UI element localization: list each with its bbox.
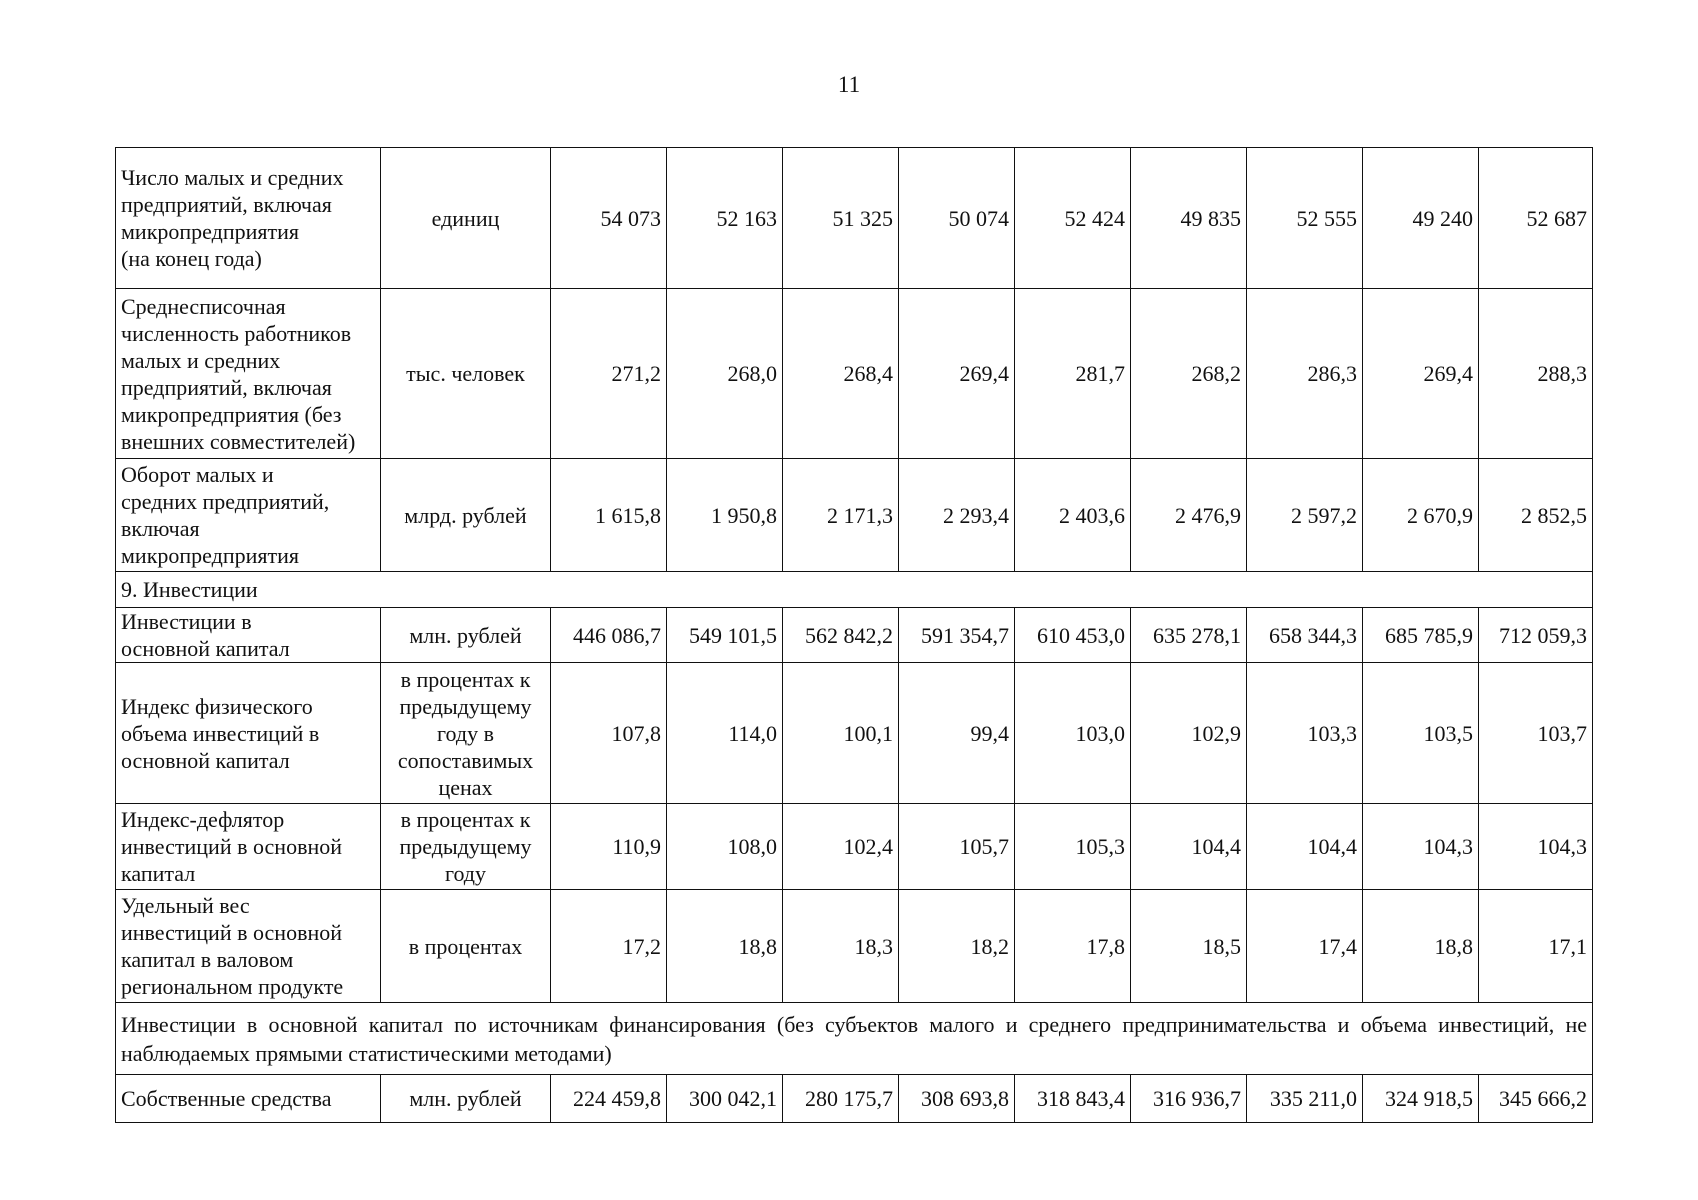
value-cell: 2 403,6 xyxy=(1015,459,1131,572)
value-cell: 268,2 xyxy=(1131,289,1247,459)
unit-cell xyxy=(381,608,551,663)
row-label-line: малых и средних xyxy=(121,347,281,373)
row-label-line: инвестиций в основной xyxy=(121,834,342,859)
value-cell: 562 842,2 xyxy=(783,608,899,663)
value-cell: 102,4 xyxy=(783,804,899,890)
table-row xyxy=(116,608,1593,663)
value-cell: 18,2 xyxy=(899,890,1015,1003)
section-title: 9. Инвестиции xyxy=(116,572,1593,608)
unit-cell xyxy=(381,804,551,890)
value-cell: 105,7 xyxy=(899,804,1015,890)
unit-line: предыдущему xyxy=(399,834,532,859)
value-cell: 17,1 xyxy=(1479,890,1593,1003)
row-label-line: Собственные средства xyxy=(121,1086,332,1111)
value-cell: 280 175,7 xyxy=(783,1075,899,1123)
unit-cell xyxy=(381,1075,551,1123)
unit-line: ценах xyxy=(438,774,493,800)
row-label-line: Оборот малых и xyxy=(121,462,274,487)
value-cell: 18,8 xyxy=(667,890,783,1003)
value-cell: 591 354,7 xyxy=(899,608,1015,663)
value-cell: 50 074 xyxy=(899,148,1015,289)
value-cell: 49 835 xyxy=(1131,148,1247,289)
row-label-line: объема инвестиций в xyxy=(121,720,320,746)
value-cell: 685 785,9 xyxy=(1363,608,1479,663)
value-cell: 446 086,7 xyxy=(551,608,667,663)
value-cell: 103,7 xyxy=(1479,663,1593,804)
table-row xyxy=(116,1075,1593,1123)
value-cell: 17,2 xyxy=(551,890,667,1003)
value-cell: 224 459,8 xyxy=(551,1075,667,1123)
value-cell: 110,9 xyxy=(551,804,667,890)
value-cell: 269,4 xyxy=(1363,289,1479,459)
unit-line: в процентах xyxy=(408,933,523,959)
value-cell: 2 670,9 xyxy=(1363,459,1479,572)
row-label-line: предприятий, включая xyxy=(121,192,332,217)
value-cell: 102,9 xyxy=(1131,663,1247,804)
row-label xyxy=(116,890,381,1003)
value-cell: 318 843,4 xyxy=(1015,1075,1131,1123)
table-row xyxy=(116,459,1593,572)
value-cell: 2 293,4 xyxy=(899,459,1015,572)
table-row xyxy=(116,289,1593,459)
value-cell: 52 163 xyxy=(667,148,783,289)
row-label-line: капитал в валовом xyxy=(121,947,294,972)
value-cell: 300 042,1 xyxy=(667,1075,783,1123)
value-cell: 316 936,7 xyxy=(1131,1075,1247,1123)
statistics-table xyxy=(115,147,1593,1123)
row-label xyxy=(116,663,381,804)
row-label-line: Удельный вес xyxy=(121,893,250,918)
value-cell: 288,3 xyxy=(1479,289,1593,459)
unit-cell xyxy=(381,663,551,804)
table-row xyxy=(116,804,1593,890)
row-label-line: Индекс-дефлятор xyxy=(121,807,285,832)
value-cell: 2 852,5 xyxy=(1479,459,1593,572)
unit-line: тыс. человек xyxy=(406,361,525,386)
note-row xyxy=(116,1003,1593,1075)
value-cell: 286,3 xyxy=(1247,289,1363,459)
value-cell: 104,4 xyxy=(1131,804,1247,890)
unit-line: сопоставимых xyxy=(397,747,534,773)
value-cell: 105,3 xyxy=(1015,804,1131,890)
value-cell: 103,0 xyxy=(1015,663,1131,804)
row-label-line: основной капитал xyxy=(121,747,290,773)
value-cell: 104,3 xyxy=(1363,804,1479,890)
value-cell: 17,4 xyxy=(1247,890,1363,1003)
row-label xyxy=(116,289,381,459)
value-cell: 52 687 xyxy=(1479,148,1593,289)
unit-line: млрд. рублей xyxy=(404,502,527,528)
value-cell: 268,4 xyxy=(783,289,899,459)
unit-line: предыдущему xyxy=(399,693,532,719)
row-label-line: Индекс физического xyxy=(121,693,313,719)
value-cell: 52 555 xyxy=(1247,148,1363,289)
unit-line: млн. рублей xyxy=(409,622,522,648)
value-cell: 49 240 xyxy=(1363,148,1479,289)
row-label-line: капитал xyxy=(121,861,196,886)
value-cell: 1 950,8 xyxy=(667,459,783,572)
value-cell: 635 278,1 xyxy=(1131,608,1247,663)
value-cell: 108,0 xyxy=(667,804,783,890)
unit-line: в процентах к xyxy=(400,807,531,832)
value-cell: 2 476,9 xyxy=(1131,459,1247,572)
value-cell: 52 424 xyxy=(1015,148,1131,289)
value-cell: 324 918,5 xyxy=(1363,1075,1479,1123)
value-cell: 712 059,3 xyxy=(1479,608,1593,663)
row-label-line: Инвестиции в xyxy=(121,609,252,634)
value-cell: 345 666,2 xyxy=(1479,1075,1593,1123)
row-label xyxy=(116,804,381,890)
value-cell: 114,0 xyxy=(667,663,783,804)
row-label-line: региональном продукте xyxy=(121,974,344,999)
row-label-line: микропредприятия xyxy=(121,219,299,244)
value-cell: 658 344,3 xyxy=(1247,608,1363,663)
value-cell: 2 597,2 xyxy=(1247,459,1363,572)
row-label-line: микропредприятия (без xyxy=(121,401,342,427)
unit-line: в процентах к xyxy=(400,666,531,692)
value-cell: 51 325 xyxy=(783,148,899,289)
value-cell: 54 073 xyxy=(551,148,667,289)
row-label-line: включая xyxy=(121,516,200,541)
row-label-line: (на конец года) xyxy=(121,246,262,271)
section-header-row xyxy=(116,572,1593,608)
table-row xyxy=(116,148,1593,289)
value-cell: 610 453,0 xyxy=(1015,608,1131,663)
unit-cell xyxy=(381,148,551,289)
row-label-line: Среднесписочная xyxy=(121,293,286,319)
value-cell: 99,4 xyxy=(899,663,1015,804)
value-cell: 17,8 xyxy=(1015,890,1131,1003)
row-label-line: внешних совместителей) xyxy=(121,428,356,454)
value-cell: 18,5 xyxy=(1131,890,1247,1003)
row-label-line: основной капитал xyxy=(121,636,290,661)
unit-cell xyxy=(381,289,551,459)
value-cell: 2 171,3 xyxy=(783,459,899,572)
unit-cell xyxy=(381,890,551,1003)
row-label-line: микропредприятия xyxy=(121,543,299,568)
value-cell: 268,0 xyxy=(667,289,783,459)
unit-line: году в xyxy=(437,720,494,746)
unit-cell xyxy=(381,459,551,572)
value-cell: 100,1 xyxy=(783,663,899,804)
row-label-line: численность работников xyxy=(121,320,352,346)
row-label xyxy=(116,459,381,572)
row-label-line: предприятий, включая xyxy=(121,374,332,400)
unit-line: году xyxy=(444,861,487,886)
value-cell: 103,5 xyxy=(1363,663,1479,804)
value-cell: 103,3 xyxy=(1247,663,1363,804)
row-label xyxy=(116,1075,381,1123)
value-cell: 281,7 xyxy=(1015,289,1131,459)
value-cell: 335 211,0 xyxy=(1247,1075,1363,1123)
value-cell: 18,8 xyxy=(1363,890,1479,1003)
row-label xyxy=(116,608,381,663)
value-cell: 1 615,8 xyxy=(551,459,667,572)
unit-line: млн. рублей xyxy=(409,1086,522,1111)
table-row xyxy=(116,890,1593,1003)
page-number: 11 xyxy=(837,72,861,97)
value-cell: 18,3 xyxy=(783,890,899,1003)
table-row xyxy=(116,663,1593,804)
value-cell: 104,3 xyxy=(1479,804,1593,890)
table-note: Инвестиции в основной капитал по источникам финансирования (без субъектов малого и среднего предпринимательства и объема инвестиций, не наблюдаемых прямыми статистическими методами) xyxy=(116,1003,1593,1075)
row-label-line: Число малых и средних xyxy=(121,165,344,190)
value-cell: 308 693,8 xyxy=(899,1075,1015,1123)
value-cell: 269,4 xyxy=(899,289,1015,459)
row-label-line: средних предприятий, xyxy=(121,489,330,514)
row-label xyxy=(116,148,381,289)
row-label-line: инвестиций в основной xyxy=(121,920,342,945)
value-cell: 549 101,5 xyxy=(667,608,783,663)
unit-line: единиц xyxy=(431,205,500,231)
value-cell: 271,2 xyxy=(551,289,667,459)
value-cell: 104,4 xyxy=(1247,804,1363,890)
value-cell: 107,8 xyxy=(551,663,667,804)
